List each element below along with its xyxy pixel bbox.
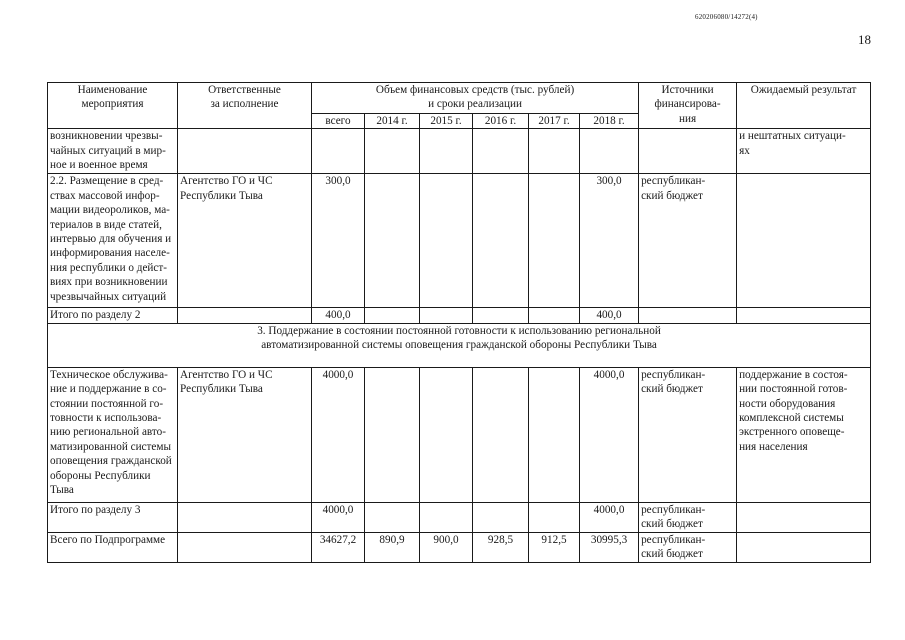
cell-total: 34627,2 <box>312 532 365 562</box>
cell-responsible <box>178 502 312 532</box>
cell-2014: 890,9 <box>365 532 420 562</box>
cell-name: 2.2. Размещение в сред- ствах массовой инфор- мации видеороликов, ма- териалов в виде статей, интервью для обучения и информирования населе- ния республики о дейст- виях при возникновении чрезвычайных ситуаций <box>48 174 178 308</box>
cell-responsible: Агентство ГО и ЧС Республики Тыва <box>178 174 312 308</box>
cell-2017: 912,5 <box>529 532 580 562</box>
cell-source <box>639 129 737 174</box>
cell-result: и нештатных ситуаци- ях <box>737 129 871 174</box>
cell-source <box>639 308 737 323</box>
cell-2016 <box>473 367 529 502</box>
cell-result <box>737 174 871 308</box>
cell-2014 <box>365 367 420 502</box>
cell-name: возникновении чрезвы- чайных ситуаций в мир- ное и военное время <box>48 129 178 174</box>
cell-2018: 30995,3 <box>580 532 639 562</box>
header-result: Ожидаемый результат <box>737 83 871 129</box>
cell-total <box>312 129 365 174</box>
header-funding: Объем финансовых средств (тыс. рублей) и сроки реализации <box>312 83 639 114</box>
cell-total: 4000,0 <box>312 367 365 502</box>
header-sources: Источники финансирова- ния <box>639 83 737 129</box>
cell-2017 <box>529 502 580 532</box>
cell-responsible: Агентство ГО и ЧС Республики Тыва <box>178 367 312 502</box>
cell-2017 <box>529 367 580 502</box>
cell-name: Всего по Подпрограмме <box>48 532 178 562</box>
cell-2016: 928,5 <box>473 532 529 562</box>
cell-source: республикан- ский бюджет <box>639 532 737 562</box>
page-number: 18 <box>858 32 871 47</box>
cell-2016 <box>473 308 529 323</box>
cell-source: республикан- ский бюджет <box>639 367 737 502</box>
header-2017: 2017 г. <box>529 114 580 129</box>
header-row <box>48 83 871 114</box>
header-total: всего <box>312 114 365 129</box>
cell-result <box>737 308 871 323</box>
cell-total: 4000,0 <box>312 502 365 532</box>
section-title: 3. Поддержание в состоянии постоянной готовности к использованию региональной автоматизированной системы оповещения гражданской обороны Республики Тыва <box>48 323 871 367</box>
table-row <box>48 367 871 502</box>
cell-2016 <box>473 174 529 308</box>
cell-responsible <box>178 308 312 323</box>
cell-responsible <box>178 532 312 562</box>
table-row <box>48 129 871 174</box>
cell-2018: 4000,0 <box>580 502 639 532</box>
table-row <box>48 532 871 562</box>
cell-2015 <box>420 308 473 323</box>
cell-2015 <box>420 129 473 174</box>
table-row <box>48 502 871 532</box>
cell-responsible <box>178 129 312 174</box>
cell-name: Итого по разделу 2 <box>48 308 178 323</box>
header-2015: 2015 г. <box>420 114 473 129</box>
cell-2015: 900,0 <box>420 532 473 562</box>
table-row <box>48 174 871 308</box>
cell-2015 <box>420 367 473 502</box>
cell-2015 <box>420 174 473 308</box>
document-id: 620206080/14272(4) <box>695 13 758 21</box>
cell-2016 <box>473 502 529 532</box>
cell-2018 <box>580 129 639 174</box>
cell-2016 <box>473 129 529 174</box>
cell-2017 <box>529 129 580 174</box>
cell-2018: 300,0 <box>580 174 639 308</box>
header-name: Наименование мероприятия <box>48 83 178 129</box>
cell-2014 <box>365 308 420 323</box>
header-2016: 2016 г. <box>473 114 529 129</box>
section-row <box>48 323 871 367</box>
cell-total: 300,0 <box>312 174 365 308</box>
header-responsible: Ответственные за исполнение <box>178 83 312 129</box>
cell-2015 <box>420 502 473 532</box>
cell-name: Итого по разделу 3 <box>48 502 178 532</box>
header-2018: 2018 г. <box>580 114 639 129</box>
cell-2017 <box>529 308 580 323</box>
header-2014: 2014 г. <box>365 114 420 129</box>
cell-result: поддержание в состоя- нии постоянной готов- ности оборудования комплексной системы экстренного оповеще- ния населения <box>737 367 871 502</box>
table-row <box>48 308 871 323</box>
cell-2014 <box>365 129 420 174</box>
cell-source: республикан- ский бюджет <box>639 174 737 308</box>
cell-2018: 4000,0 <box>580 367 639 502</box>
cell-result <box>737 532 871 562</box>
cell-total: 400,0 <box>312 308 365 323</box>
cell-2014 <box>365 174 420 308</box>
cell-2018: 400,0 <box>580 308 639 323</box>
cell-source: республикан- ский бюджет <box>639 502 737 532</box>
cell-name: Техническое обслужива- ние и поддержание в со- стоянии постоянной го- товности к использова- нию региональной авто- матизированной системы оповещения гражданской обороны Республики Тыва <box>48 367 178 502</box>
cell-result <box>737 502 871 532</box>
subprogram-table <box>47 82 871 563</box>
cell-2014 <box>365 502 420 532</box>
cell-2017 <box>529 174 580 308</box>
